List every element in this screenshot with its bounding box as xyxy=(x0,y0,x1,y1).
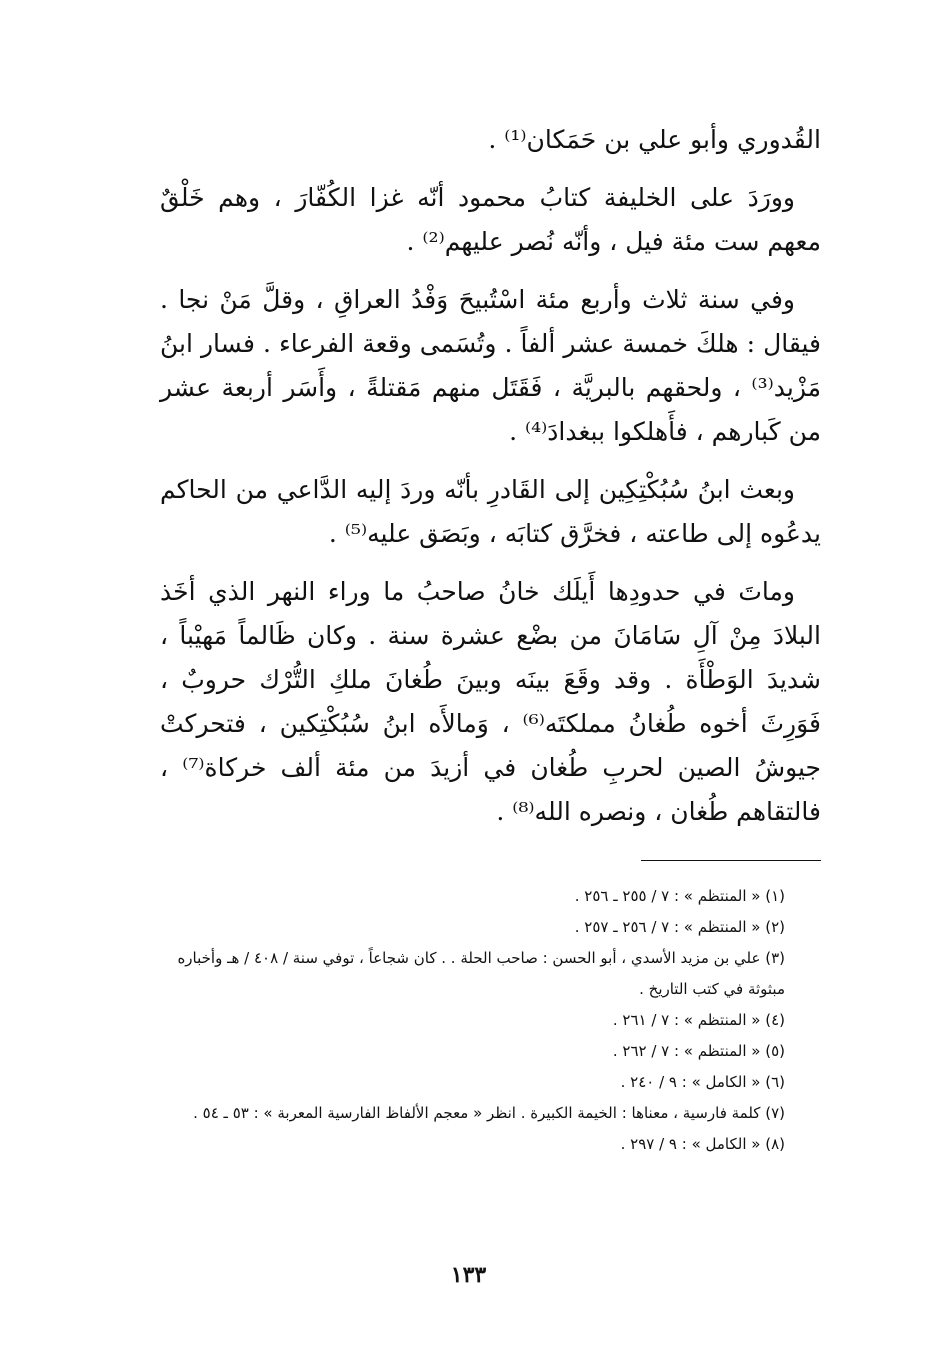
footnote: (٣) علي بن مزيد الأسدي ، أبو الحسن : صاحب الحلة . . كان شجاعاً ، توفي سنة / ٤٠٨ / هـ وأخباره مبثوثة في كتب التاريخ . xyxy=(177,949,785,998)
paragraph: وفي سنة ثلاث وأربع مئة اسْتُبيحَ وَفْدُ العراقِ ، وقلَّ مَنْ نجا . فيقال : هلكَ خمسة عشر ألفاً . وتُسَمى وقعة الفرعاء . فسار ابنُ مَزْيد⁽³⁾ ، ولحقهم بالبريَّة ، فَقَتَل منهم مَقتلةً ، وأَسَر أربعة عشر من كَبارهم ، فأَهلكوا ببغدادَ⁽⁴⁾ . xyxy=(160,285,821,446)
paragraph: وماتَ في حدودِها أَيلَك خانُ صاحبُ ما وراء النهر الذي أخَذ البلادَ مِنْ آلِ سَامَانَ من بضْع عشرة سنة . وكان ظَالماً مَهيْباً ، شديدَ الوَطْأَة . وقد وقَعَ بينَه وبينَ طُغانَ ملكِ التُّرْك حروبٌ ، فَوَرِثَ أخوه طُغانُ مملكتَه⁽⁶⁾ ، وَمالأَه ابنُ سُبُكْتِكين ، فتحركتْ جيوشُ الصين لحربِ طُغان في أزيدَ من مئة ألف خركاة⁽⁷⁾ ، فالتقاهم طُغان ، ونصره الله⁽⁸⁾ . xyxy=(160,577,822,826)
footnote: (١) « المنتظم » : ٧ / ٢٥٥ ـ ٢٥٦ . xyxy=(574,887,785,905)
paragraph: القُدوري وأبو علي بن حَمَكان⁽¹⁾ . xyxy=(488,125,821,154)
main-text xyxy=(160,118,821,834)
paragraph: وورَدَ على الخليفة كتابُ محمود أنّه غزا الكُفّارَ ، وهم خَلْقٌ معهم ست مئة فيل ، وأنّه نُصر عليهم⁽²⁾ . xyxy=(160,183,821,256)
paragraph: وبعث ابنُ سُبُكْتِكِين إلى القَادرِ بأنّه وردَ إليه الدَّاعي من الحاكم يدعُوه إلى طاعته ، فخرَّق كتابَه ، وبَصَق عليه⁽⁵⁾ . xyxy=(160,475,821,548)
footnote: (٢) « المنتظم » : ٧ / ٢٥٦ ـ ٢٥٧ . xyxy=(574,918,785,936)
footnotes xyxy=(160,881,821,1160)
page-number: ١٣٣ xyxy=(450,1262,487,1288)
footnote: (٧) كلمة فارسية ، معناها : الخيمة الكبيرة . انظر « معجم الألفاظ الفارسية المعربة » : ٥٣ ـ ٥٤ . xyxy=(193,1104,785,1122)
footnote: (٤) « المنتظم » : ٧ / ٢٦١ . xyxy=(612,1011,785,1029)
footnote: (٥) « المنتظم » : ٧ / ٢٦٢ . xyxy=(612,1042,785,1060)
footnote-divider xyxy=(641,860,821,861)
footnote: (٦) « الكامل » : ٩ / ٢٤٠ . xyxy=(620,1073,785,1091)
footnote: (٨) « الكامل » : ٩ / ٢٩٧ . xyxy=(620,1135,785,1153)
